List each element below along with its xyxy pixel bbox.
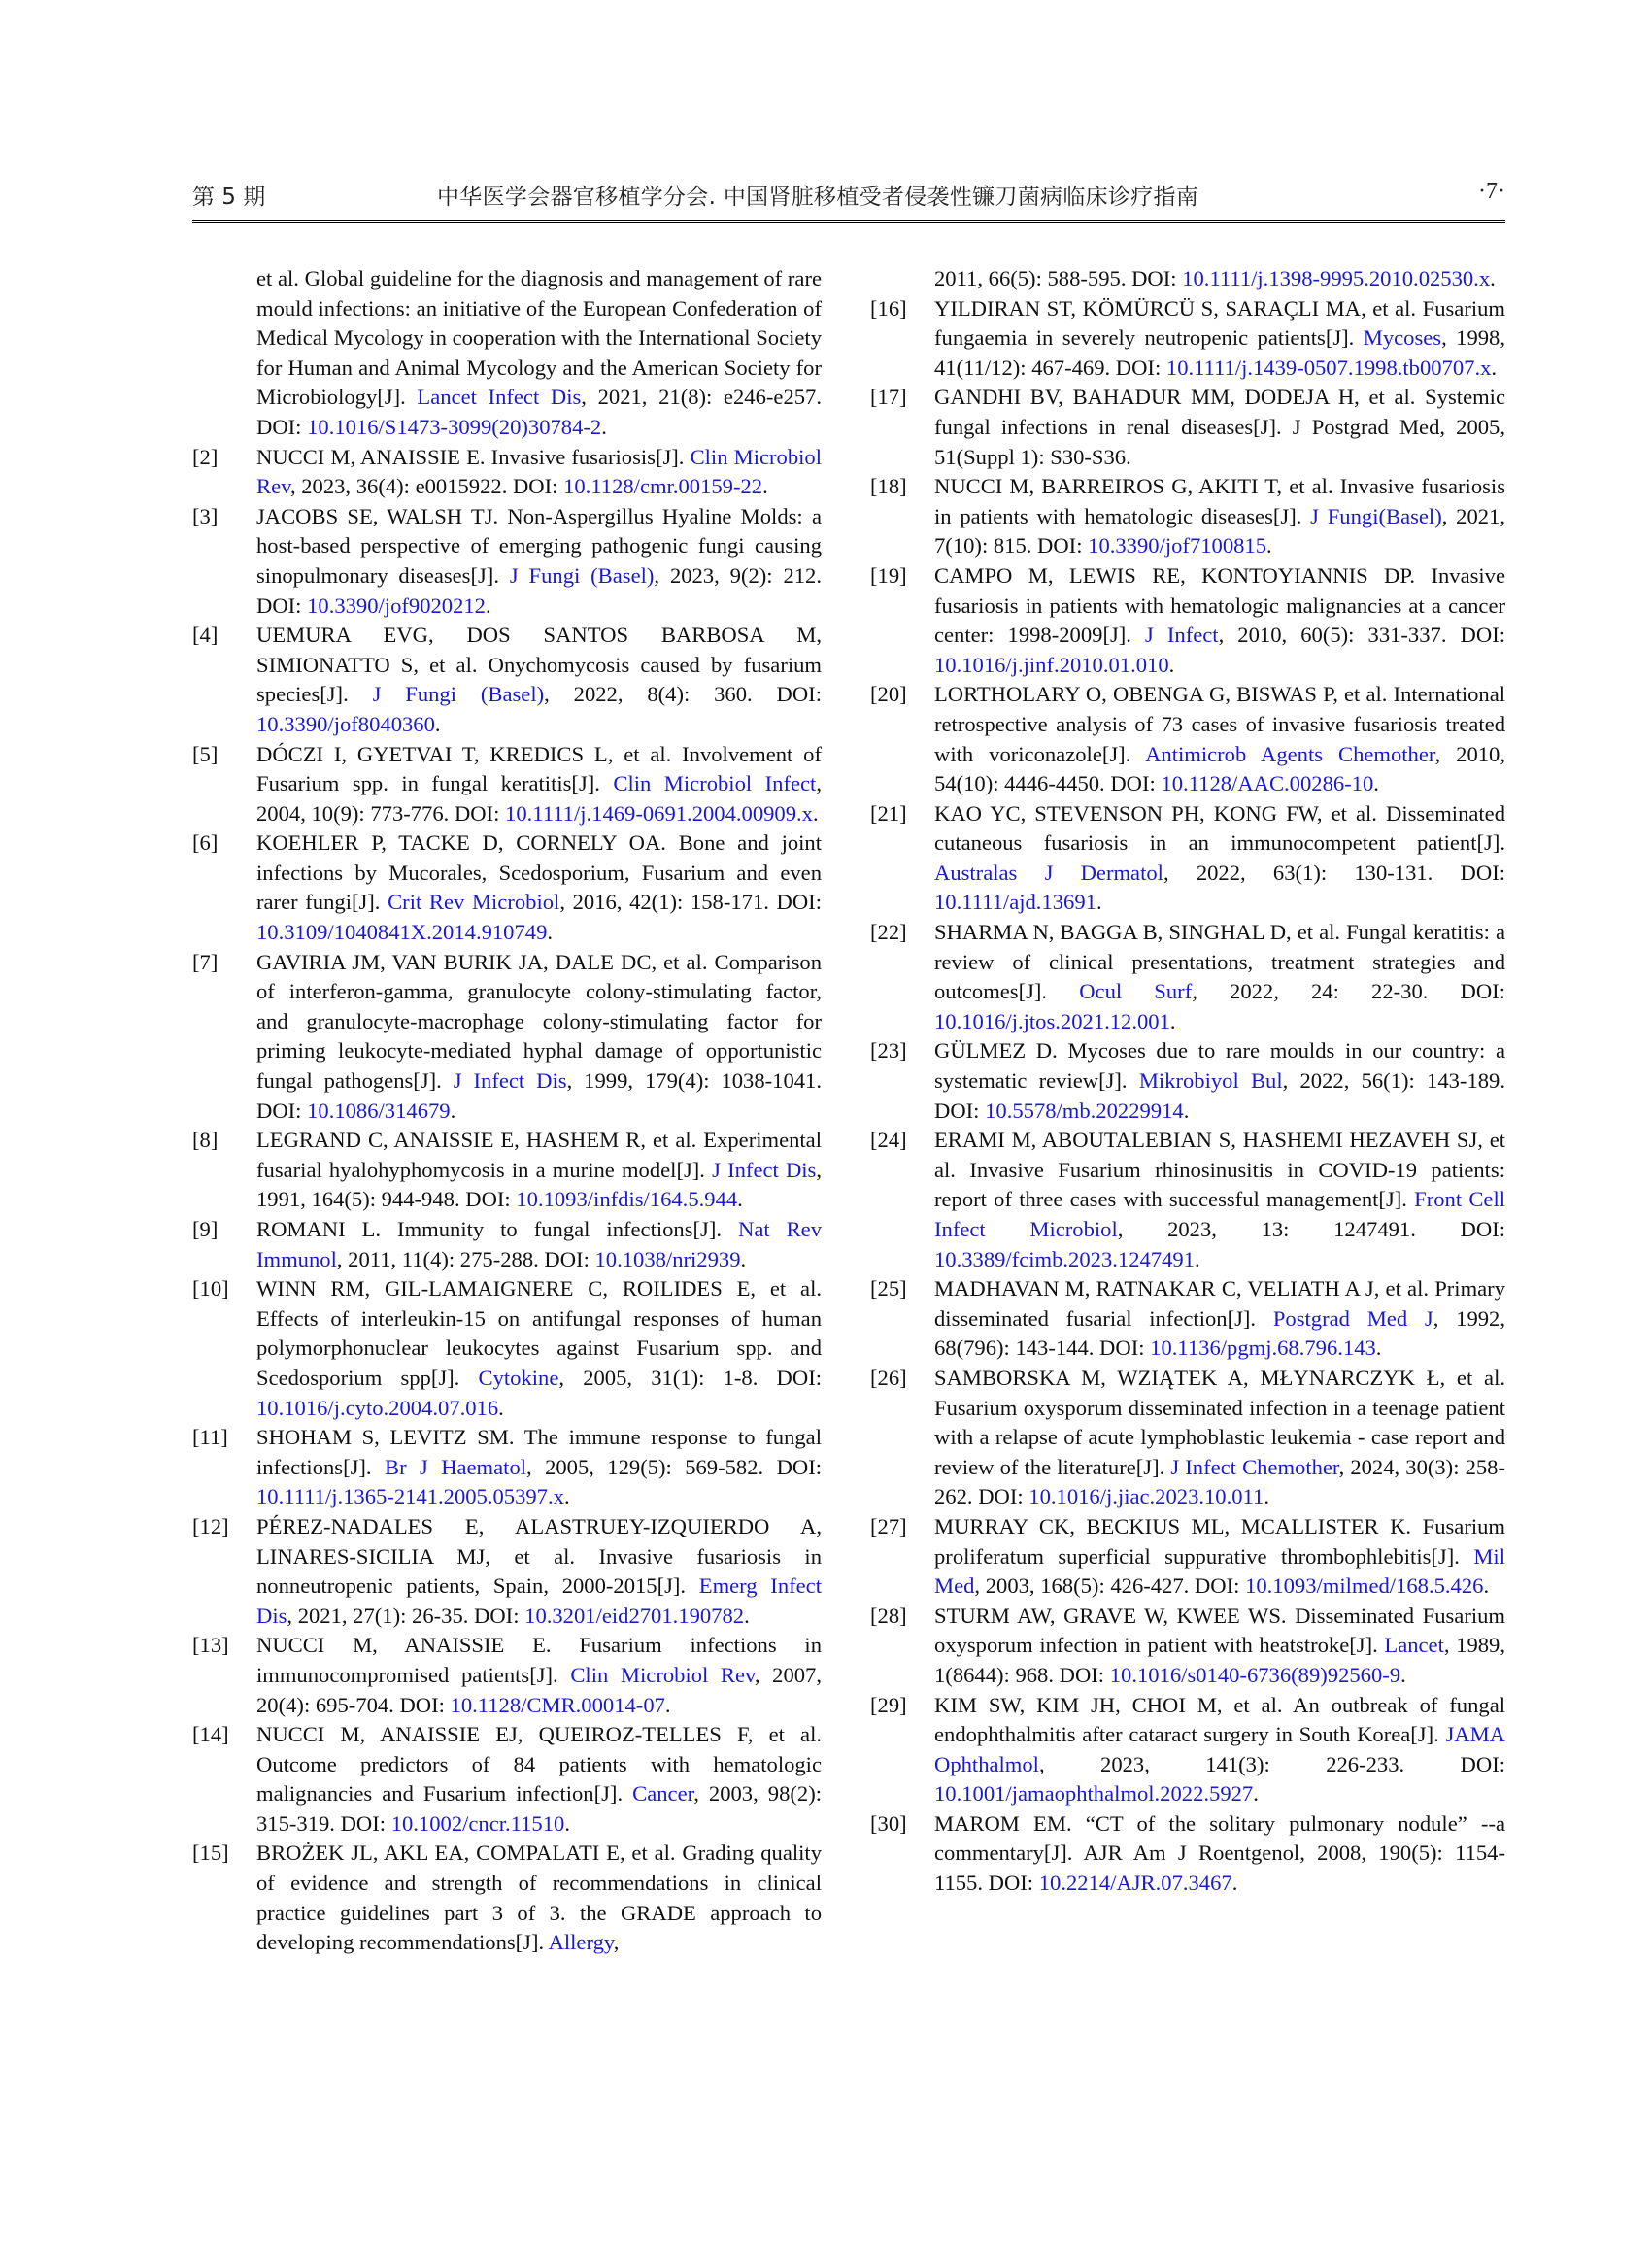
reference-link[interactable]: Emerg Infect Dis <box>256 1573 822 1628</box>
page-number: ·7· <box>1478 179 1505 204</box>
reference-number: [28] <box>870 1603 907 1628</box>
reference-entry <box>870 799 1505 918</box>
reference-text: . <box>1266 533 1272 558</box>
reference-number: [26] <box>870 1365 907 1390</box>
reference-entry <box>192 621 822 739</box>
reference-link[interactable]: 10.5578/mb.20229914 <box>985 1098 1184 1123</box>
reference-link[interactable]: 10.1111/j.1469-0691.2004.00909.x <box>505 800 813 826</box>
references-right-column <box>870 264 1505 1899</box>
reference-text: YILDIRAN ST, KÖMÜRCÜ S, SARAÇLI MA, et al. Fusarium fungaemia in severely neutropenic patients[J]. <box>934 295 1505 351</box>
reference-text: NUCCI M, ANAISSIE EJ, QUEIROZ-TELLES F, et al. Outcome predictors of 84 patients with hematologic malignancies and Fusarium infection[J]. <box>256 1722 822 1807</box>
reference-text: . <box>563 1484 570 1509</box>
reference-link[interactable]: 10.1111/ajd.13691 <box>934 890 1096 915</box>
reference-text: , 2021, 27(1): 26-35. DOI: <box>287 1603 525 1628</box>
reference-link[interactable]: 10.1038/nri2939 <box>594 1246 741 1271</box>
reference-link[interactable]: 10.1093/milmed/168.5.426 <box>1245 1573 1484 1599</box>
reference-link[interactable]: 10.1136/pgmj.68.796.143 <box>1150 1335 1376 1361</box>
reference-text: , 2023, 9(2): 212. DOI: <box>256 562 823 618</box>
reference-text: UEMURA EVG, DOS SANTOS BARBOSA M, SIMIONATTO S, et al. Onychomycosis caused by fusarium species[J]. <box>256 623 822 707</box>
reference-text: , 2021, 21(8): e246-e257. DOI: <box>256 385 822 439</box>
reference-text: , 2004, 10(9): 773-776. DOI: <box>256 771 822 826</box>
reference-text: , 2023, 141(3): 226-233. DOI: <box>1038 1751 1505 1776</box>
reference-link[interactable]: 10.1128/cmr.00159-22 <box>563 474 763 499</box>
reference-entry <box>192 1215 822 1274</box>
reference-number: [27] <box>870 1513 907 1538</box>
reference-text: . <box>547 920 554 945</box>
reference-text: , 1998, 41(11/12): 467-469. DOI: <box>934 325 1505 380</box>
reference-link[interactable]: J Fungi (Basel) <box>372 682 545 707</box>
reference-link[interactable]: 10.1016/s0140-6736(89)92560-9 <box>1109 1662 1401 1687</box>
reference-link[interactable]: J Infect Dis <box>712 1157 817 1182</box>
reference-number: [24] <box>870 1128 907 1153</box>
reference-text: MADHAVAN M, RATNAKAR C, VELIATH A J, et al. Primary disseminated fusarial infection[J]. <box>934 1276 1505 1331</box>
reference-entry <box>192 1839 822 1957</box>
reference-text: . <box>1490 266 1496 290</box>
reference-number: [12] <box>192 1513 229 1538</box>
reference-entry <box>870 472 1505 561</box>
reference-text: , 1999, 179(4): 1038-1041. DOI: <box>256 1068 823 1123</box>
reference-number: [7] <box>192 949 219 974</box>
reference-entry <box>870 294 1505 384</box>
reference-entry <box>192 1512 822 1631</box>
reference-number: [8] <box>192 1128 219 1153</box>
reference-link[interactable]: Allergy <box>548 1930 614 1955</box>
reference-text: STURM AW, GRAVE W, KWEE WS. Disseminated Fusarium oxysporum infection in patient with heatstroke[J]. <box>934 1603 1505 1658</box>
reference-link[interactable]: 10.1093/infdis/164.5.944 <box>516 1187 738 1212</box>
reference-text: . <box>737 1187 743 1212</box>
reference-entry <box>870 1274 1505 1364</box>
reference-link[interactable]: Clin Microbiol Infect <box>613 771 817 796</box>
reference-number: [13] <box>192 1633 229 1658</box>
reference-link[interactable]: Lancet Infect Dis <box>417 385 582 410</box>
reference-number: [10] <box>192 1276 229 1301</box>
reference-link[interactable]: J Fungi(Basel) <box>1310 503 1442 528</box>
reference-text: LORTHOLARY O, OBENGA G, BISWAS P, et al. International retrospective analysis of 73 cases of invasive fusariosis treated with voriconazole[J]. <box>934 682 1505 766</box>
reference-link[interactable]: Cytokine <box>478 1365 559 1390</box>
reference-entry <box>870 1809 1505 1899</box>
reference-link[interactable]: 10.3390/jof7100815 <box>1088 533 1267 558</box>
reference-entry <box>192 1423 822 1512</box>
reference-text: , 1992, 68(796): 143-144. DOI: <box>934 1305 1505 1361</box>
reference-link[interactable]: J Fungi (Basel) <box>509 562 655 588</box>
reference-text: . <box>744 1603 750 1628</box>
reference-text: . <box>485 592 491 618</box>
reference-text: , 2023, 13: 1247491. DOI: <box>1117 1217 1505 1241</box>
reference-text: WINN RM, GIL-LAMAIGNERE C, ROILIDES E, et al. Effects of interleukin-15 on antifungal responses of human polymorphonuclear leukocytes against Fusarium spp. and Scedosporium spp[J]. <box>256 1276 822 1390</box>
reference-text: KOEHLER P, TACKE D, CORNELY OA. Bone and joint infections by Mucorales, Scedosporium, Fusarium and even rarer fungi[J]. <box>256 830 822 915</box>
reference-text: NUCCI M, BARREIROS G, AKITI T, et al. Invasive fusariosis in patients with hematologic diseases[J]. <box>934 474 1505 528</box>
reference-text: , <box>613 1930 620 1955</box>
reference-text: , 2011, 11(4): 275-288. DOI: <box>336 1246 595 1271</box>
reference-text: . <box>450 1098 456 1123</box>
running-title: 中华医学会器官移植学分会. 中国肾脏移植受者侵袭性镰刀菌病临床诊疗指南 <box>437 185 1199 210</box>
reference-text: , 2024, 30(3): 258-262. DOI: <box>934 1454 1506 1509</box>
reference-text: . <box>1264 1484 1269 1509</box>
reference-text: NUCCI M, ANAISSIE E. Fusarium infections in immunocompromised patients[J]. <box>256 1633 822 1687</box>
reference-text: , 1989, 1(8644): 968. DOI: <box>934 1633 1505 1687</box>
reference-link[interactable]: JAMA Ophthalmol <box>934 1722 1505 1776</box>
reference-link[interactable]: 10.1016/j.jtos.2021.12.001 <box>934 1008 1170 1033</box>
reference-number: [15] <box>192 1841 229 1866</box>
reference-text: . <box>1375 1335 1382 1361</box>
reference-text: , 1991, 164(5): 944-948. DOI: <box>256 1157 822 1212</box>
reference-link[interactable]: Crit Rev Microbiol <box>388 890 560 915</box>
reference-text: , 2005, 31(1): 1-8. DOI: <box>558 1365 822 1390</box>
reference-number: [2] <box>192 444 219 469</box>
reference-number: [17] <box>870 385 907 410</box>
reference-link[interactable]: J Infect Chemother <box>1170 1454 1339 1479</box>
reference-number: [9] <box>192 1217 219 1241</box>
reference-text: . <box>1400 1662 1406 1687</box>
reference-text: . <box>434 711 441 736</box>
reference-link[interactable]: 10.1111/j.1398-9995.2010.02530.x <box>1182 266 1491 290</box>
reference-entry <box>870 1512 1505 1602</box>
reference-entry <box>192 1720 822 1839</box>
reference-link[interactable]: Front Cell Infect Microbiol <box>934 1187 1505 1241</box>
reference-text: DÓCZI I, GYETVAI T, KREDICS L, et al. Involvement of Fusarium spp. in fungal keratitis[J]. <box>256 741 822 796</box>
reference-text: ERAMI M, ABOUTALEBIAN S, HASHEMI HEZAVEH SJ, et al. Invasive Fusarium rhinosinusitis in COVID-19 patients: report of three cases with successful management[J]. <box>934 1128 1505 1212</box>
reference-text: 2011, 66(5): 588-595. DOI: <box>934 266 1183 290</box>
reference-text: , 2007, 20(4): 695-704. DOI: <box>256 1662 822 1717</box>
reference-text: . <box>812 800 819 826</box>
reference-number: [29] <box>870 1692 907 1717</box>
reference-text: SHOHAM S, LEVITZ SM. The immune response to fungal infections[J]. <box>256 1425 822 1479</box>
reference-number: [11] <box>192 1425 228 1450</box>
reference-link[interactable]: Ocul Surf <box>1079 979 1193 1004</box>
reference-text: JACOBS SE, WALSH TJ. Non-Aspergillus Hyaline Molds: a host-based perspective of emerging pathogenic fungi causing sinopulmonary diseases[J]. <box>256 503 822 588</box>
reference-link[interactable]: 10.2214/AJR.07.3467 <box>1038 1871 1232 1896</box>
reference-text: et al. Global guideline for the diagnosis and management of rare mould infections: an initiative of the European Confederation of Medical Mycology in cooperation with the International Society for Human and Animal Mycology and the American Society for Microbiology[J]. <box>256 266 822 410</box>
reference-text: , 2003, 98(2): 315-319. DOI: <box>256 1781 822 1836</box>
reference-number: [30] <box>870 1810 907 1836</box>
reference-link[interactable]: 10.1086/314679 <box>307 1098 451 1123</box>
reference-text: , 2022, 8(4): 360. DOI: <box>544 682 822 707</box>
reference-text: . <box>740 1246 747 1271</box>
reference-link[interactable]: Postgrad Med J <box>1272 1305 1433 1331</box>
reference-number: [21] <box>870 800 907 826</box>
reference-text: . <box>564 1810 570 1836</box>
reference-entry <box>192 502 822 621</box>
reference-entry <box>870 680 1505 798</box>
reference-text: . <box>664 1692 671 1717</box>
reference-text: PÉREZ-NADALES E, ALASTRUEY-IZQUIERDO A, LINARES-SICILIA MJ, et al. Invasive fusariosis in nonneutropenic patients, Spain, 2000-2015[J]. <box>256 1513 822 1599</box>
reference-link[interactable]: 10.1128/AAC.00286-10 <box>1161 771 1374 796</box>
reference-text: GANDHI BV, BAHADUR MM, DODEJA H, et al. Systemic fungal infections in renal diseases[J]. J Postgrad Med, 2005, 51(Suppl 1): S30-S36. <box>934 385 1505 469</box>
reference-text: , 2022, 56(1): 143-189. DOI: <box>934 1068 1505 1123</box>
reference-entry <box>192 1274 822 1423</box>
reference-text: . <box>601 414 607 439</box>
reference-text: , 2010, 54(10): 4446-4450. DOI: <box>934 741 1505 796</box>
reference-link[interactable]: Lancet <box>1384 1633 1444 1658</box>
reference-text: , 2010, 60(5): 331-337. DOI: <box>1218 623 1505 648</box>
reference-text: . <box>1183 1098 1190 1123</box>
reference-entry <box>870 1602 1505 1691</box>
reference-entry <box>870 1364 1505 1512</box>
reference-text: , 2022, 63(1): 130-131. DOI: <box>1163 860 1505 885</box>
reference-number: [5] <box>192 741 219 766</box>
reference-link[interactable]: 10.1016/S1473-3099(20)30784-2 <box>307 414 602 439</box>
reference-text: SAMBORSKA M, WZIĄTEK A, MŁYNARCZYK Ł, et al. Fusarium oxysporum disseminated infection in a teenage patient with a relapse of acute lymphoblastic leukemia - case report and review of the literature[J]. <box>934 1365 1505 1479</box>
reference-link[interactable]: 10.1001/jamaophthalmol.2022.5927 <box>934 1781 1254 1807</box>
reference-text: , 2005, 129(5): 569-582. DOI: <box>526 1454 823 1479</box>
reference-number: [6] <box>192 830 219 856</box>
reference-text: GÜLMEZ D. Mycoses due to rare moulds in our country: a systematic review[J]. <box>934 1038 1505 1094</box>
reference-text: NUCCI M, ANAISSIE E. Invasive fusariosis[J]. <box>256 444 691 469</box>
reference-entry <box>192 740 822 829</box>
reference-number: [18] <box>870 474 907 499</box>
reference-number: [22] <box>870 920 907 945</box>
running-header <box>192 175 1505 218</box>
references-left-column <box>192 264 822 1958</box>
reference-text: . <box>1096 890 1102 915</box>
reference-number: [4] <box>192 623 219 648</box>
reference-entry <box>870 1036 1505 1126</box>
reference-number: [20] <box>870 682 907 707</box>
reference-text: . <box>762 474 768 499</box>
reference-entry <box>192 828 822 947</box>
reference-link[interactable]: 10.1002/cncr.11510 <box>390 1810 565 1836</box>
reference-link[interactable]: 10.1111/j.1439-0507.1998.tb00707.x <box>1165 355 1492 380</box>
reference-link[interactable]: 10.1016/j.jiac.2023.10.011 <box>1028 1484 1264 1509</box>
reference-text: . <box>1231 1871 1238 1896</box>
reference-text: MAROM EM. “CT of the solitary pulmonary nodule” --a commentary[J]. AJR Am J Roentgenol, 2008, 190(5): 1154-1155. DOI: <box>934 1810 1505 1896</box>
reference-entry <box>192 1126 822 1215</box>
reference-link[interactable]: 10.1111/j.1365-2141.2005.05397.x <box>256 1484 564 1509</box>
reference-text: KIM SW, KIM JH, CHOI M, et al. An outbreak of fungal endophthalmitis after cataract surgery in South Korea[J]. <box>934 1692 1505 1747</box>
reference-link[interactable]: Mycoses <box>1363 325 1442 351</box>
reference-number: [23] <box>870 1038 907 1064</box>
reference-text: . <box>1373 771 1379 796</box>
reference-text: . <box>1483 1573 1490 1599</box>
reference-text: . <box>1169 1008 1176 1033</box>
reference-link[interactable]: 10.3390/jof9020212 <box>307 592 486 618</box>
reference-link[interactable]: 10.3109/1040841X.2014.910749 <box>256 920 548 945</box>
reference-link[interactable]: 10.1016/j.jinf.2010.01.010 <box>934 652 1169 677</box>
reference-link[interactable]: Nat Rev Immunol <box>256 1217 823 1271</box>
reference-link[interactable]: 10.3390/jof8040360 <box>256 711 435 736</box>
reference-link[interactable]: Clin Microbiol Rev <box>256 444 822 499</box>
reference-text: GAVIRIA JM, VAN BURIK JA, DALE DC, et al. Comparison of interferon-gamma, granulocyte colony-stimulating factor, and granulocyte-macrophage colony-stimulating factor for priming leukocyte-mediated hyphal damage of opportunistic fungal pathogens[J]. <box>256 949 822 1094</box>
reference-link[interactable]: Australas J Dermatol <box>934 860 1163 885</box>
reference-text: KAO YC, STEVENSON PH, KONG FW, et al. Disseminated cutaneous fusariosis in an immunocompetent patient[J]. <box>934 800 1505 856</box>
reference-text: . <box>1491 355 1498 380</box>
reference-number: [14] <box>192 1722 229 1747</box>
reference-link[interactable]: 10.1128/CMR.00014-07 <box>450 1692 665 1717</box>
reference-link[interactable]: Antimicrob Agents Chemother <box>1145 741 1435 766</box>
reference-text: , 2016, 42(1): 158-171. DOI: <box>559 890 822 915</box>
reference-text: , 2021, 7(10): 815. DOI: <box>934 503 1505 558</box>
reference-entry <box>870 561 1505 680</box>
reference-link[interactable]: Clin Microbiol Rev <box>570 1662 755 1687</box>
reference-link[interactable]: Mikrobiyol Bul <box>1138 1068 1283 1094</box>
reference-text: , 2022, 24: 22-30. DOI: <box>1192 979 1505 1004</box>
reference-text: CAMPO M, LEWIS RE, KONTOYIANNIS DP. Invasive fusariosis in patients with hematologic malignancies at a cancer center: 1998-2009[J]. <box>934 562 1505 648</box>
reference-text: . <box>1194 1246 1200 1271</box>
reference-text: , 2023, 36(4): e0015922. DOI: <box>289 474 564 499</box>
reference-entry <box>870 1126 1505 1274</box>
reference-link[interactable]: Br J Haematol <box>385 1454 527 1479</box>
issue-number: 第 5 期 <box>192 185 266 210</box>
header-rule <box>192 220 1505 223</box>
reference-text: . <box>1168 652 1175 677</box>
reference-number: [25] <box>870 1276 907 1301</box>
reference-link[interactable]: J Infect <box>1145 623 1219 648</box>
reference-link[interactable]: 10.3389/fcimb.2023.1247491 <box>934 1246 1195 1271</box>
reference-text: . <box>1253 1781 1259 1807</box>
reference-text: . <box>498 1395 504 1420</box>
reference-continuation <box>192 264 822 443</box>
reference-link[interactable]: 10.1016/j.cyto.2004.07.016 <box>256 1395 499 1420</box>
reference-text: , 2003, 168(5): 426-427. DOI: <box>974 1573 1246 1599</box>
reference-entry <box>192 1631 822 1720</box>
reference-continuation <box>870 264 1505 294</box>
reference-link[interactable]: 10.3201/eid2701.190782 <box>524 1603 745 1628</box>
reference-number: [3] <box>192 503 219 528</box>
reference-link[interactable]: Cancer <box>632 1781 694 1807</box>
reference-number: [16] <box>870 295 907 321</box>
reference-text: BROŻEK JL, AKL EA, COMPALATI E, et al. Grading quality of evidence and strength of recommendations in clinical practice guidelines part 3 of 3. the GRADE approach to developing recommendations[J]. <box>256 1841 822 1955</box>
reference-text: MURRAY CK, BECKIUS ML, MCALLISTER K. Fusarium proliferatum superficial suppurative thrombophlebitis[J]. <box>934 1513 1505 1569</box>
reference-link[interactable]: J Infect Dis <box>453 1068 567 1094</box>
reference-text: SHARMA N, BAGGA B, SINGHAL D, et al. Fungal keratitis: a review of clinical presentations, treatment strategies and outcomes[J]. <box>934 920 1505 1004</box>
reference-text: LEGRAND C, ANAISSIE E, HASHEM R, et al. Experimental fusarial hyalohyphomycosis in a murine model[J]. <box>256 1128 822 1182</box>
reference-entry <box>870 383 1505 472</box>
reference-text: ROMANI L. Immunity to fungal infections[J]. <box>256 1217 738 1241</box>
reference-entry <box>192 948 822 1127</box>
reference-number: [19] <box>870 562 907 588</box>
reference-entry <box>192 443 822 502</box>
reference-entry <box>870 1691 1505 1809</box>
reference-entry <box>870 918 1505 1036</box>
reference-link[interactable]: Mil Med <box>934 1543 1505 1599</box>
